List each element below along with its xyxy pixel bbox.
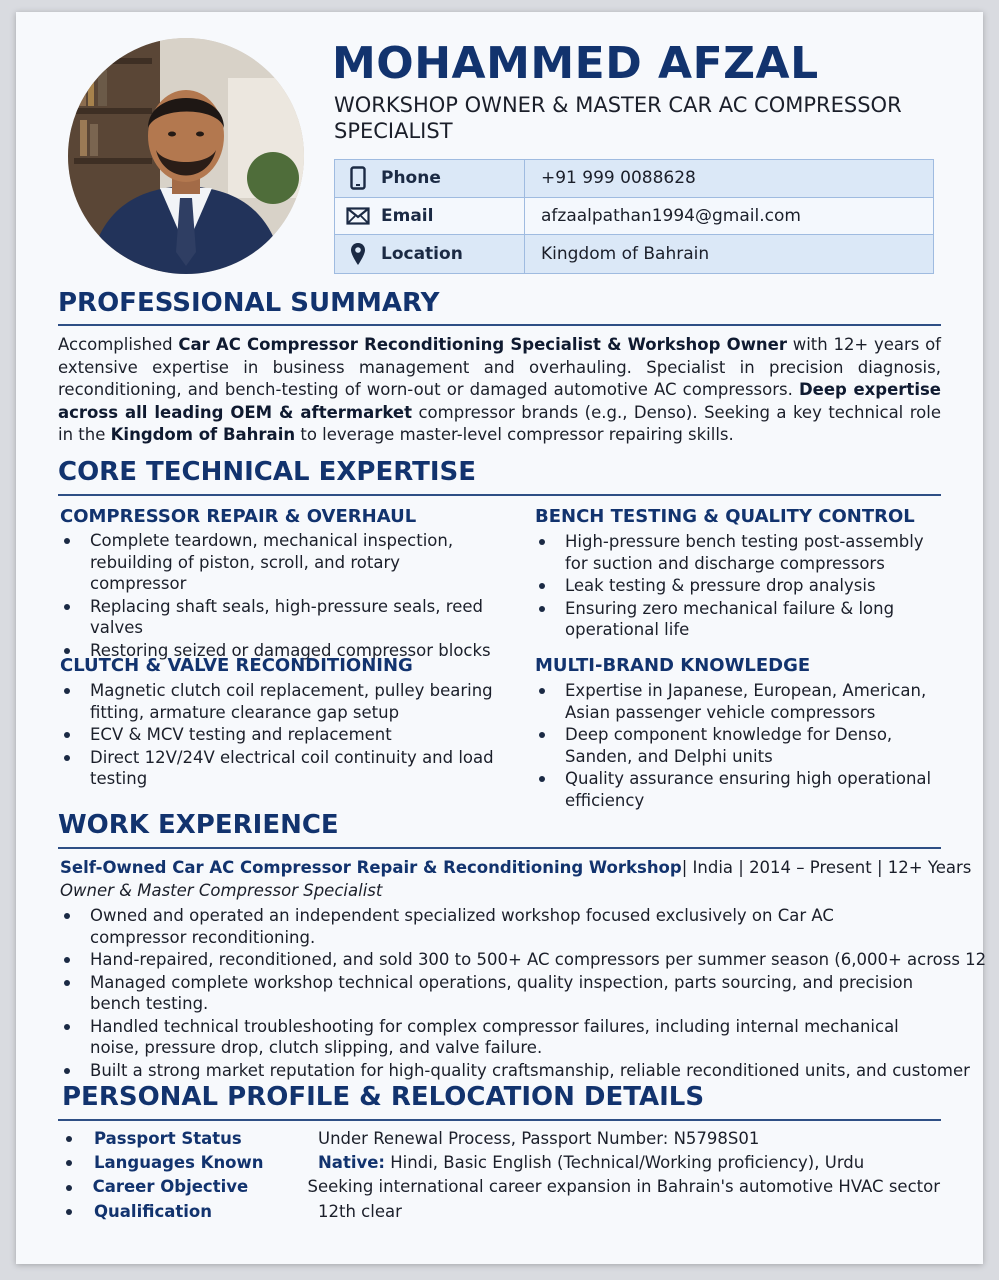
list-item: Managed complete workshop technical operations, quality inspection, parts sourcing, and precision bench testing.: [60, 972, 930, 1015]
profile-photo: [68, 38, 304, 274]
profile-table: [60, 1126, 940, 1223]
summary-text: with 12+ years of extensive expertise in business management and overhauling. Specialist in precision diagnosis, reconditioning, and bench-testing of worn-out or damaged automotive AC compressors.: [58, 335, 941, 399]
list-item: Hand-repaired, reconditioned, and sold 300 to 500+ AC compressors per summer season (6,000+ across 12: [60, 949, 930, 971]
contact-row-location: [335, 235, 933, 273]
job-title: WORKSHOP OWNER & MASTER CAR AC COMPRESSOR SPECIALIST: [334, 93, 902, 143]
section-divider: [58, 1119, 941, 1121]
expertise-group-title: BENCH TESTING & QUALITY CONTROL: [535, 506, 915, 527]
profile-label: Qualification: [94, 1201, 212, 1221]
profile-value: [318, 1202, 940, 1221]
profile-heading: PERSONAL PROFILE & RELOCATION DETAILS: [62, 1082, 705, 1112]
profile-value-prefix: Native:: [318, 1152, 386, 1172]
section-divider: [58, 494, 941, 496]
envelope-icon: [335, 198, 381, 235]
profile-row: [60, 1126, 940, 1150]
list-item: Expertise in Japanese, European, American, Asian passenger vehicle compressors: [535, 680, 947, 723]
candidate-name: MOHAMMED AFZAL: [332, 38, 819, 89]
expertise-group-title: CLUTCH & VALVE RECONDITIONING: [60, 655, 413, 676]
list-item: Built a strong market reputation for high-quality craftsmanship, reliable reconditioned units, and customer: [60, 1060, 930, 1082]
section-divider: [58, 847, 941, 849]
contact-label: Location: [381, 235, 525, 273]
expertise-group-title: MULTI-BRAND KNOWLEDGE: [535, 655, 811, 676]
expertise-group-title: COMPRESSOR REPAIR & OVERHAUL: [60, 506, 417, 527]
profile-value: [318, 1129, 940, 1148]
contact-row-phone: [335, 160, 933, 198]
profile-row: [60, 1175, 940, 1199]
list-item: Magnetic clutch coil replacement, pulley bearing fitting, armature clearance gap setup: [60, 680, 498, 723]
summary-highlight: Car AC Compressor Reconditioning Specialist & Workshop Owner: [178, 335, 788, 354]
phone-value[interactable]: +91 999 0088628: [541, 168, 696, 189]
profile-label: Languages Known: [94, 1152, 264, 1172]
list-item: ECV & MCV testing and replacement: [60, 724, 498, 746]
profile-value-text: Under Renewal Process, Passport Number: N5798S01: [318, 1128, 760, 1148]
location-value: Kingdom of Bahrain: [541, 243, 710, 264]
profile-row: [60, 1150, 940, 1174]
expertise-list: [535, 531, 947, 642]
contact-label: Phone: [381, 160, 525, 197]
list-item: Deep component knowledge for Denso, Sanden, and Delphi units: [535, 724, 947, 767]
bullet: [60, 1126, 94, 1150]
profile-row: [60, 1199, 940, 1223]
contact-row-email: [335, 198, 933, 236]
company-name: Self-Owned Car AC Compressor Repair & Reconditioning Workshop: [60, 858, 682, 877]
list-item: Handled technical troubleshooting for complex compressor failures, including internal mechanical noise, pressure drop, clutch slipping, and valve failure.: [60, 1016, 930, 1059]
summary-highlight: Deep expertise across all leading OEM & aftermarket: [58, 380, 941, 422]
list-item: High-pressure bench testing post-assembly for suction and discharge compressors: [535, 531, 947, 574]
experience-heading: WORK EXPERIENCE: [58, 810, 339, 840]
list-item: Complete teardown, mechanical inspection, rebuilding of piston, scroll, and rotary compressor: [60, 530, 498, 595]
summary-highlight: Kingdom of Bahrain: [110, 425, 296, 444]
job-header: [60, 858, 972, 877]
profile-label: Passport Status: [94, 1128, 242, 1148]
list-item: Direct 12V/24V electrical coil continuity and load testing: [60, 747, 498, 790]
expertise-list: [60, 530, 498, 662]
summary-heading: PROFESSIONAL SUMMARY: [58, 288, 440, 318]
experience-list: [60, 905, 987, 1082]
expertise-list: [60, 680, 498, 791]
list-item: Replacing shaft seals, high-pressure seals, reed valves: [60, 596, 498, 639]
list-item: Leak testing & pressure drop analysis: [535, 575, 947, 597]
profile-value: [307, 1177, 940, 1196]
resume-page: [16, 12, 987, 1264]
job-meta: | India | 2014 – Present | 12+ Years: [681, 858, 972, 877]
list-item: Ensuring zero mechanical failure & long operational life: [535, 598, 947, 641]
profile-label: Career Objective: [92, 1177, 249, 1197]
summary-text: to leverage master-level compressor repairing skills.: [295, 425, 734, 444]
bullet: [60, 1175, 93, 1199]
contact-table: [334, 159, 934, 274]
list-item: Owned and operated an independent specialized workshop focused exclusively on Car AC compressor reconditioning.: [60, 905, 930, 948]
list-item: Quality assurance ensuring high operational efficiency: [535, 768, 947, 811]
phone-icon: [335, 160, 381, 197]
expertise-list: [535, 680, 947, 812]
email-value[interactable]: afzaalpathan1994@gmail.com: [541, 205, 801, 226]
profile-value: [318, 1153, 940, 1172]
profile-value-text: Hindi, Basic English (Technical/Working proficiency), Urdu: [385, 1152, 865, 1172]
expertise-heading: CORE TECHNICAL EXPERTISE: [58, 457, 476, 487]
section-divider: [58, 324, 941, 326]
profile-value-text: 12th clear: [318, 1201, 402, 1221]
bullet: [60, 1150, 94, 1174]
profile-value-text: Seeking international career expansion in Bahrain's automotive HVAC sector: [307, 1177, 940, 1197]
location-pin-icon: [335, 235, 381, 273]
bullet: [60, 1199, 94, 1223]
list-item: Restoring seized or damaged compressor blocks: [60, 640, 498, 662]
summary-paragraph: [58, 334, 941, 447]
summary-text: Accomplished: [58, 335, 179, 354]
contact-label: Email: [381, 198, 525, 235]
summary-text: compressor brands (e.g., Denso). Seeking a key technical role in the: [58, 402, 941, 444]
job-role: Owner & Master Compressor Specialist: [60, 881, 383, 900]
